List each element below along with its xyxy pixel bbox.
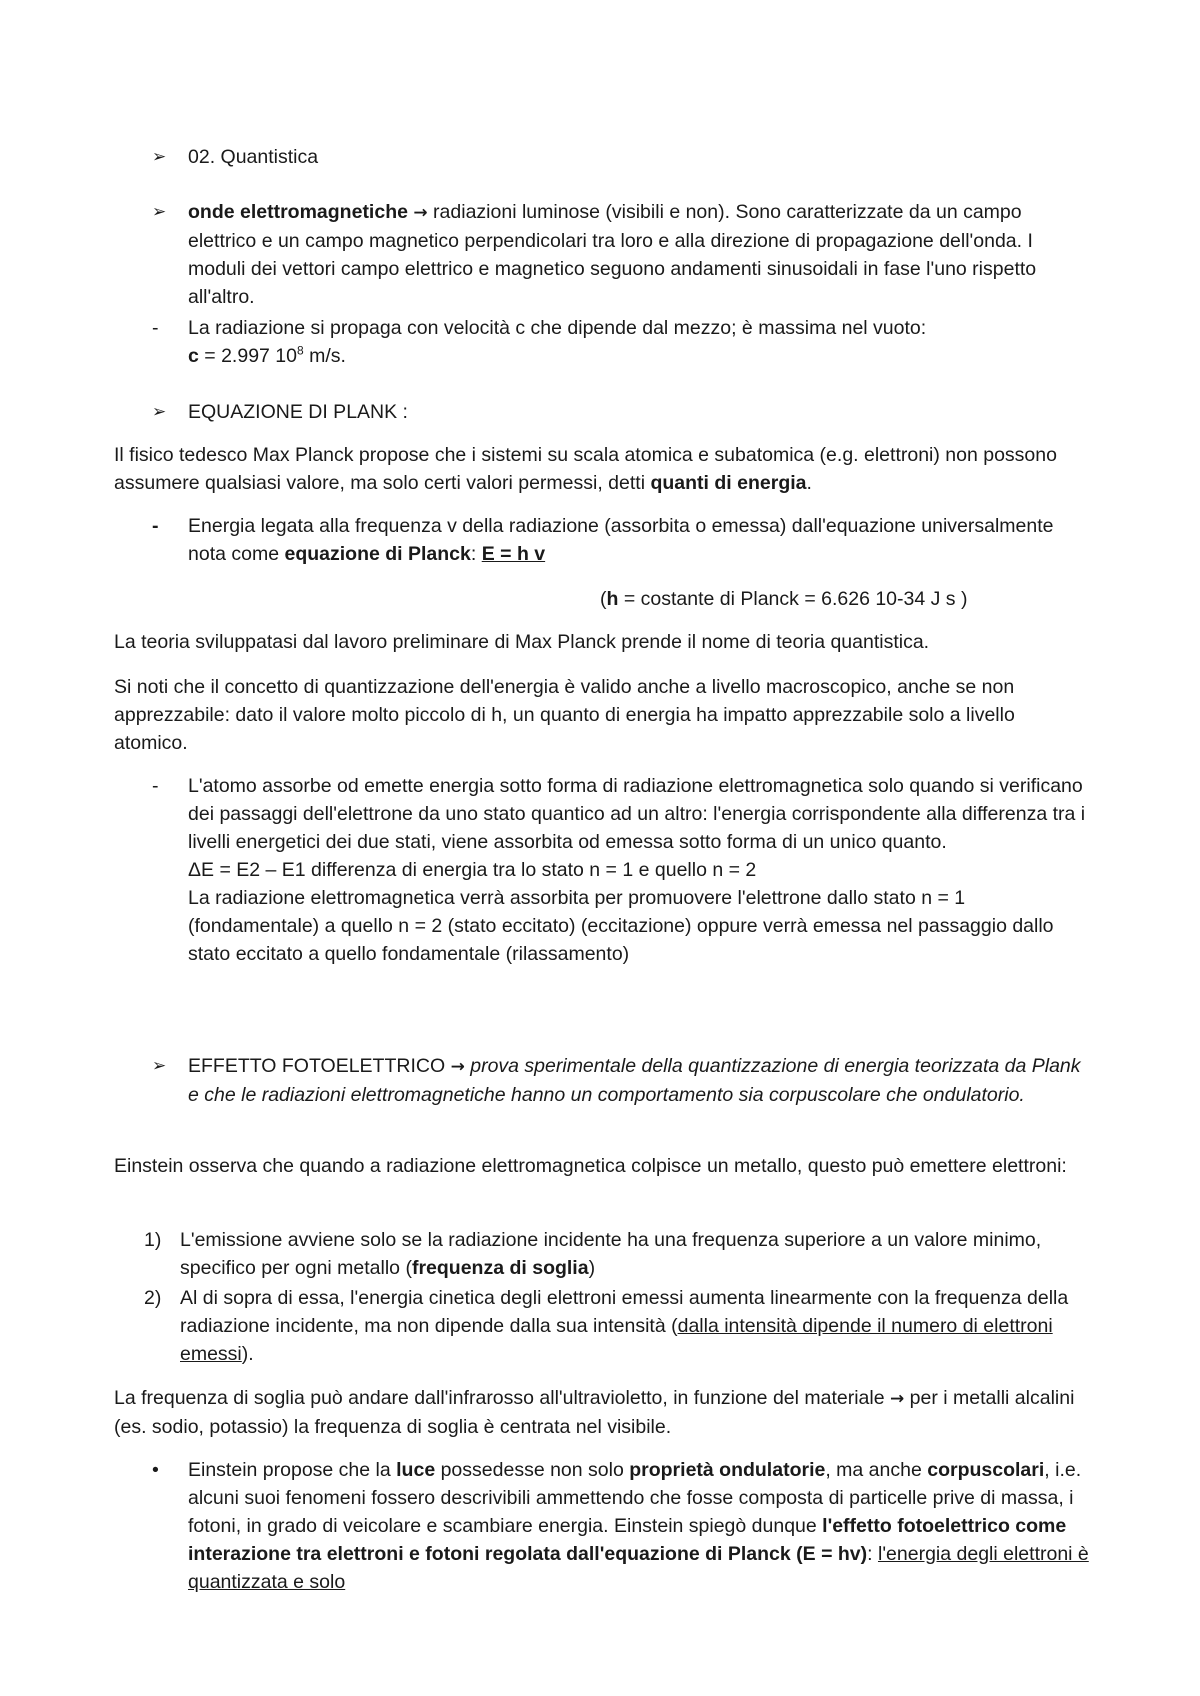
planck-intro-paragraph — [114, 441, 1090, 497]
ep-text-1: Einstein propose che la — [188, 1459, 397, 1481]
luce-term: luce — [396, 1459, 436, 1481]
ep-underlined: l'energia degli elettroni è quantizzata e solo — [188, 1543, 1089, 1593]
onde-term: onde elettromagnetiche — [188, 201, 408, 223]
round-bullet: • — [152, 1459, 159, 1481]
section-title: 02. Quantistica — [188, 146, 319, 168]
ep-text-2: possedesse non solo — [435, 1459, 630, 1481]
soglia-paragraph — [114, 1384, 1090, 1441]
einstein-propose-paragraph — [188, 1456, 1090, 1596]
effetto-paragraph — [188, 1052, 1090, 1109]
item2-end: ). — [241, 1343, 254, 1365]
planck-equation: E = h v — [481, 543, 546, 565]
h-constant-text: = costante di Planck = 6.626 10-34 J s ) — [618, 588, 968, 610]
atomo-text-2: La radiazione elettromagnetica verrà assorbita per promuovere l'elettrone dallo stato n = 1 (fondamentale) a quello n = 2 (stato eccitato) (eccitazione) oppure verrà emessa nel passaggio dallo stato eccitato a quello fondamentale (rilassamento) — [188, 887, 1054, 965]
effetto-heading: EFFETTO FOTOELETTRICO — [188, 1055, 446, 1077]
teoria-paragraph: La teoria sviluppatasi dal lavoro preliminare di Max Planck prende il nome di teoria quantistica. — [114, 631, 930, 653]
arrow-bullet-icon: ➢ — [152, 202, 167, 222]
dash-bullet: - — [152, 775, 159, 797]
list-item-2 — [180, 1284, 1090, 1368]
onde-paragraph — [188, 198, 1090, 311]
soglia-end: per i metalli alcalini (es. sodio, potassio) la frequenza di soglia è centrata nel visibile. — [114, 1387, 1075, 1438]
list-item-1 — [180, 1226, 1090, 1282]
list-number-1: 1) — [144, 1229, 162, 1251]
energia-paragraph — [188, 512, 1090, 568]
onde-text: radiazioni luminose (visibili e non). Sono caratterizzate da un campo elettrico e un campo magnetico perpendicolari tra loro e alla direzione di propagazione dell'onda. I moduli dei vettori campo elettrico e magnetico seguono andamenti sinusoidali in fase l'uno rispetto all'altro. — [188, 201, 1037, 308]
item1-end: ) — [588, 1257, 596, 1279]
dash-bullet: - — [152, 515, 159, 537]
effetto-interazione-term: l'effetto fotoelettrico come interazione tra elettroni e fotoni regolata dall'equazione di Planck (E = hv) — [188, 1515, 1067, 1565]
arrow-bullet-icon: ➢ — [152, 1056, 167, 1076]
energia-colon: : — [470, 543, 482, 565]
atomo-paragraph — [188, 772, 1090, 968]
arrow-bullet-icon: ➢ — [152, 402, 167, 422]
right-arrow-icon: → — [890, 1389, 905, 1409]
si-noti-paragraph: Si noti che il concetto di quantizzazione dell'energia è valido anche a livello macroscopico, anche se non apprezzabile: dato il valore molto piccolo di h, un quanto di energia ha impatto apprezzabile solo a livello atomico. — [114, 676, 1015, 754]
velocita-text: La radiazione si propaga con velocità c che dipende dal mezzo; è massima nel vuoto: — [188, 317, 927, 339]
equazione-planck-term: equazione di Planck — [284, 543, 471, 565]
right-arrow-icon: → — [450, 1057, 465, 1077]
planck-intro-end: . — [806, 472, 812, 494]
atomo-text-1: L'atomo assorbe od emette energia sotto forma di radiazione elettromagnetica solo quando si verificano dei passaggi dell'elettrone da uno stato quantico ad un altro: l'energia corrispondente alla differenza tra i livelli energetici dei due stati, viene assorbita od emessa sotto forma di un unico quanto. — [188, 775, 1086, 853]
ep-text-3: , ma anche — [825, 1459, 928, 1481]
h-open-paren: ( — [600, 588, 607, 610]
list-number-2: 2) — [144, 1287, 162, 1309]
item2-underlined: dalla intensità dipende il numero di elettroni emessi — [180, 1315, 1053, 1365]
planck-intro-text: Il fisico tedesco Max Planck propose che i sistemi su scala atomica e subatomica (e.g. elettroni) non possono assumere qualsiasi valore, ma solo certi valori permessi, detti — [114, 444, 1057, 494]
c-exponent: 8 — [297, 343, 304, 358]
item2-text: Al di sopra di essa, l'energia cinetica degli elettroni emessi aumenta linearmente con la frequenza della radiazione incidente, ma non dipende dalla sua intensità ( — [180, 1287, 1069, 1337]
right-arrow-icon: → — [413, 203, 428, 223]
item1-text: L'emissione avviene solo se la radiazione incidente ha una frequenza superiore a un valore minimo, specifico per ogni metallo ( — [180, 1229, 1042, 1279]
velocita-paragraph — [188, 314, 1090, 370]
c-equation: = 2.997 10 — [198, 345, 297, 367]
ondulatorie-term: proprietà ondulatorie — [629, 1459, 826, 1481]
ep-text-5: : — [867, 1543, 878, 1565]
h-symbol: h — [606, 588, 619, 610]
c-label: c — [188, 345, 199, 367]
corpuscolari-term: corpuscolari — [927, 1459, 1045, 1481]
energia-text: Energia legata alla frequenza v della radiazione (assorbita o emessa) dall'equazione universalmente nota come — [188, 515, 1054, 565]
h-constant-note — [600, 585, 967, 613]
frequenza-soglia-term: frequenza di soglia — [411, 1257, 589, 1279]
einstein-osserva-paragraph: Einstein osserva che quando a radiazione elettromagnetica colpisce un metallo, questo può emettere elettroni: — [114, 1155, 1067, 1177]
plank-heading: EQUAZIONE DI PLANK : — [188, 401, 408, 423]
soglia-text: La frequenza di soglia può andare dall'infrarosso all'ultravioletto, in funzione del materiale — [114, 1387, 891, 1409]
arrow-bullet-icon: ➢ — [152, 147, 167, 167]
effetto-description: prova sperimentale della quantizzazione di energia teorizzata da Plank e che le radiazioni elettromagnetiche hanno un comportamento sia corpuscolare che ondulatorio. — [188, 1055, 1081, 1106]
dash-bullet: - — [152, 317, 159, 339]
delta-e-line: ΔE = E2 – E1 differenza di energia tra lo stato n = 1 e quello n = 2 — [188, 859, 757, 881]
c-unit: m/s. — [303, 345, 346, 367]
quanti-term: quanti di energia — [650, 472, 807, 494]
ep-text-4: , i.e. alcuni suoi fenomeni fossero descrivibili ammettendo che fosse composta di particelle prive di massa, i fotoni, in grado di veicolare e scambiare energia. Einstein spiegò dunque — [188, 1459, 1082, 1537]
